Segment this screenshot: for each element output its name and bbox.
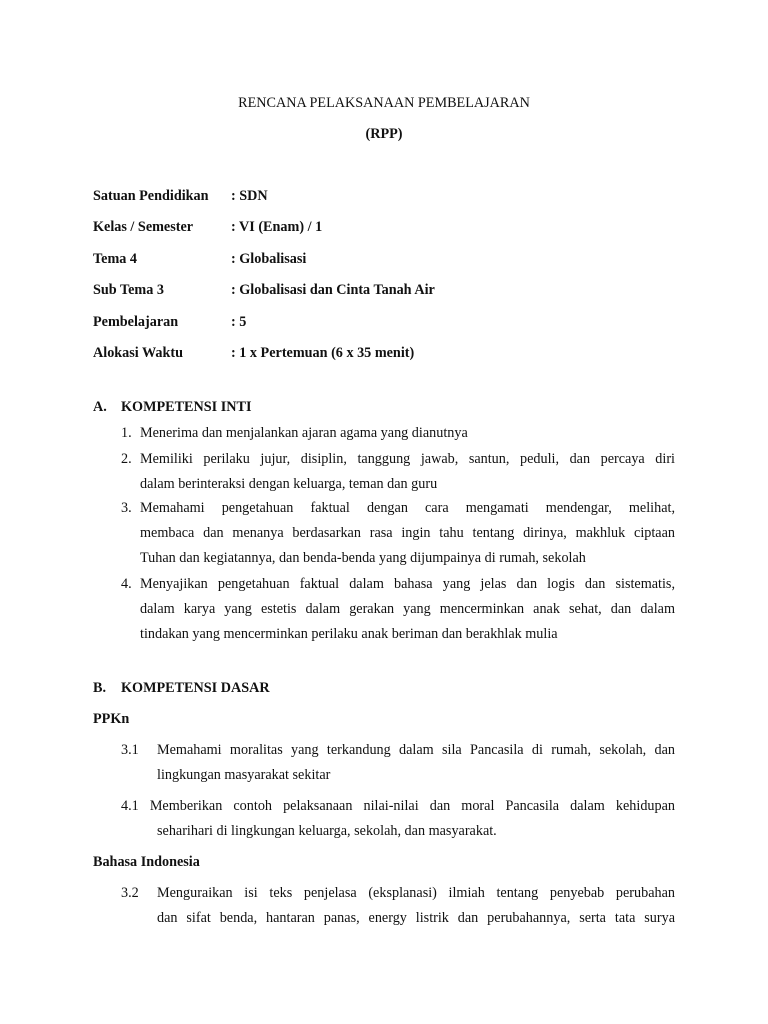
identity-value: : 5 bbox=[231, 314, 247, 330]
kd-text: 4.1 Memberikan contoh pelaksanaan nilai-nilai dan moral Pancasila dalam kehidupan bbox=[121, 798, 675, 814]
subject-heading-bahasa: Bahasa Indonesia bbox=[93, 854, 200, 870]
list-item-number: 2. bbox=[121, 451, 132, 467]
list-item-text: Memiliki perilaku jujur, disiplin, tanggung jawab, santun, peduli, dan percaya diri bbox=[140, 451, 675, 467]
document-subtitle: (RPP) bbox=[365, 126, 403, 142]
document-title: RENCANA PELAKSANAAN PEMBELAJARAN bbox=[238, 95, 530, 111]
identity-label: Sub Tema 3 bbox=[93, 282, 164, 298]
identity-value: : 1 x Pertemuan (6 x 35 menit) bbox=[231, 345, 415, 361]
identity-label: Pembelajaran bbox=[93, 314, 179, 330]
kd-number: 3.2 bbox=[121, 885, 139, 901]
identity-label: Alokasi Waktu bbox=[93, 345, 184, 361]
kd-text: dan sifat benda, hantaran panas, energy listrik dan perubahannya, serta tata surya bbox=[157, 910, 675, 926]
section-letter: B. bbox=[93, 680, 107, 696]
list-item-number: 1. bbox=[121, 425, 132, 441]
section-heading: KOMPETENSI DASAR bbox=[121, 680, 270, 696]
list-item-text: Menyajikan pengetahuan faktual dalam bahasa yang jelas dan logis dan sistematis, bbox=[140, 576, 675, 592]
kd-text: Memahami moralitas yang terkandung dalam sila Pancasila di rumah, sekolah, dan bbox=[157, 742, 675, 758]
identity-label: Kelas / Semester bbox=[93, 219, 194, 235]
identity-value: : Globalisasi bbox=[231, 251, 307, 267]
kd-number: 3.1 bbox=[121, 742, 139, 758]
list-item-text: Tuhan dan kegiatannya, dan benda-benda yang dijumpainya di rumah, sekolah bbox=[140, 550, 586, 566]
list-item-text: tindakan yang mencerminkan perilaku anak beriman dan berakhlak mulia bbox=[140, 626, 558, 642]
identity-value: : Globalisasi dan Cinta Tanah Air bbox=[231, 282, 435, 298]
subject-heading-ppkn: PPKn bbox=[93, 711, 130, 727]
identity-label: Tema 4 bbox=[93, 251, 138, 267]
list-item-text: Menerima dan menjalankan ajaran agama yang dianutnya bbox=[140, 425, 468, 441]
kd-text: Menguraikan isi teks penjelasa (eksplanasi) ilmiah tentang penyebab perubahan bbox=[157, 885, 675, 901]
list-item-text: membaca dan menanya berdasarkan rasa ingin tahu tentang dirinya, makhluk ciptaan bbox=[140, 525, 675, 541]
section-letter: A. bbox=[93, 399, 107, 415]
identity-label: Satuan Pendidikan bbox=[93, 188, 209, 204]
list-item-text: dalam berinteraksi dengan keluarga, teman dan guru bbox=[140, 476, 438, 492]
list-item-text: dalam karya yang estetis dalam gerakan yang mencerminkan anak sehat, dan dalam bbox=[140, 601, 675, 617]
identity-value: : SDN bbox=[231, 188, 268, 204]
list-item-number: 3. bbox=[121, 500, 132, 516]
kd-text: lingkungan masyarakat sekitar bbox=[157, 767, 331, 783]
identity-value: : VI (Enam) / 1 bbox=[231, 219, 323, 235]
kd-text: seharihari di lingkungan keluarga, sekolah, dan masyarakat. bbox=[157, 823, 497, 839]
list-item-number: 4. bbox=[121, 576, 132, 592]
list-item-text: Memahami pengetahuan faktual dengan cara mengamati mendengar, melihat, bbox=[140, 500, 675, 516]
section-heading: KOMPETENSI INTI bbox=[121, 399, 252, 415]
